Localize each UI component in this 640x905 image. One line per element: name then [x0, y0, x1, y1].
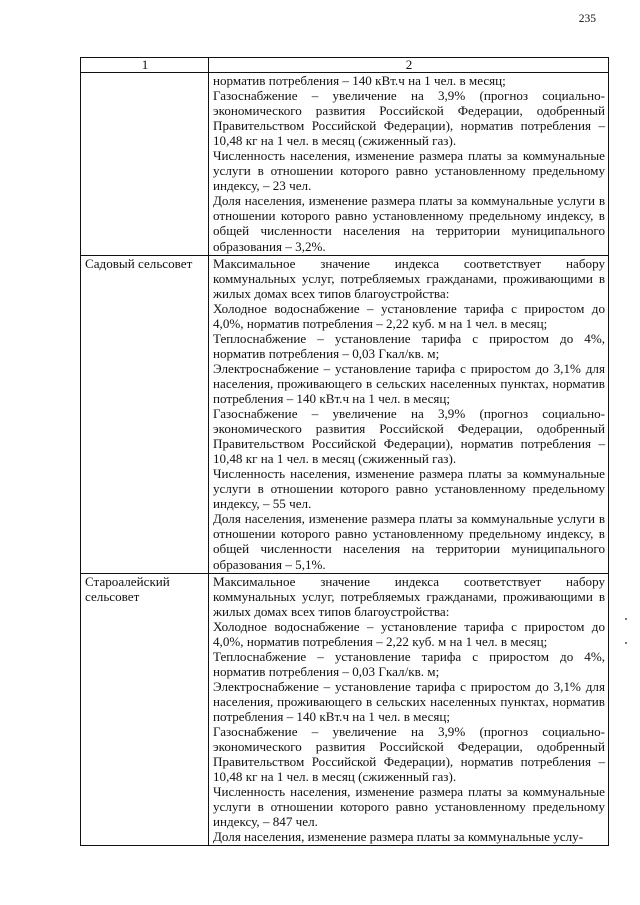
description-paragraph: Теплоснабжение – установление тарифа с приростом до 4%, норматив потребления – 0,03 Гкал/кв. м; — [213, 330, 605, 361]
description-paragraph: норматив потребления – 140 кВт.ч на 1 чел. в месяц; — [213, 73, 506, 88]
table-row — [81, 73, 609, 256]
description-paragraph: Численность населения, изменение размера платы за коммунальные услуги в отношении которого равно установленному предельному индексу, – 23 чел. — [213, 148, 605, 194]
municipality-name-cell — [81, 73, 209, 256]
page-number: 235 — [578, 13, 596, 25]
header-cell-col2: 2 — [209, 58, 609, 73]
table-header-row — [81, 58, 609, 73]
description-paragraph: Газоснабжение – увеличение на 3,9% (прогноз социально-экономического развития Российской Федерации, одобренный Правительством Российской Федерации), норматив потребления – 10,48 кг на 1 чел. в месяц (сжиженный газ). — [213, 406, 605, 467]
description-paragraph: Холодное водоснабжение – установление тарифа с приростом до 4,0%, норматив потребления – 2,22 куб. м на 1 чел. в месяц; — [213, 300, 605, 331]
description-paragraph: Численность населения, изменение размера платы за коммунальные услуги в отношении которого равно установленному предельному индексу, – 55 чел. — [213, 466, 605, 512]
municipality-name-cell: Староалейский сельсовет — [81, 573, 209, 846]
description-paragraph: Газоснабжение – увеличение на 3,9% (прогноз социально-экономического развития Российской Федерации, одобренный Правительством Российской Федерации), норматив потребления – 10,48 кг на 1 чел. в месяц (сжиженный газ). — [213, 88, 605, 149]
description-paragraph: Доля населения, изменение размера платы за коммунальные услуги в отношении которого равно установленному предельному индексу, в общей численности населения на территории муниципального образования – 3,2%. — [213, 193, 605, 254]
table-row — [81, 573, 609, 846]
description-paragraph: Доля населения, изменение размера платы за коммунальные услу- — [213, 829, 584, 845]
scan-speck — [625, 642, 627, 644]
indicator-description-cell — [209, 73, 609, 256]
description-paragraph: Теплоснабжение – установление тарифа с приростом до 4%, норматив потребления – 0,03 Гкал/кв. м; — [213, 648, 605, 679]
indicator-description-cell — [209, 573, 609, 846]
description-paragraph: Максимальное значение индекса соответствует набору коммунальных услуг, потребляемых гражданами, проживающими в жилых домах всех типов благоустройства: — [213, 255, 605, 301]
municipality-name-cell: Садовый сельсовет — [81, 255, 209, 573]
table-row — [81, 255, 609, 573]
indicator-description-cell — [209, 255, 609, 573]
description-paragraph: Газоснабжение – увеличение на 3,9% (прогноз социально-экономического развития Российской Федерации, одобренный Правительством Российской Федерации), норматив потребления – 10,48 кг на 1 чел. в месяц (сжиженный газ). — [213, 724, 605, 785]
scan-speck — [625, 618, 627, 620]
description-paragraph: Доля населения, изменение размера платы за коммунальные услуги в отношении которого равно установленному предельному индексу, в общей численности населения на территории муниципального образования – 5,1%. — [213, 511, 605, 572]
description-paragraph: Электроснабжение – установление тарифа с приростом до 3,1% для населения, проживающего в сельских населенных пунктах, норматив потребления – 140 кВт.ч на 1 чел. в месяц; — [213, 360, 605, 406]
description-paragraph: Максимальное значение индекса соответствует набору коммунальных услуг, потребляемых гражданами, проживающими в жилых домах всех типов благоустройства: — [213, 573, 605, 619]
tariff-table — [80, 57, 609, 846]
description-paragraph: Численность населения, изменение размера платы за коммунальные услуги в отношении которого равно установленному предельному индексу, – 847 чел. — [213, 784, 605, 830]
description-paragraph: Электроснабжение – установление тарифа с приростом до 3,1% для населения, проживающего в сельских населенных пунктах, норматив потребления – 140 кВт.ч на 1 чел. в месяц; — [213, 678, 605, 724]
description-paragraph: Холодное водоснабжение – установление тарифа с приростом до 4,0%, норматив потребления – 2,22 куб. м на 1 чел. в месяц; — [213, 618, 605, 649]
header-cell-col1: 1 — [81, 58, 209, 73]
